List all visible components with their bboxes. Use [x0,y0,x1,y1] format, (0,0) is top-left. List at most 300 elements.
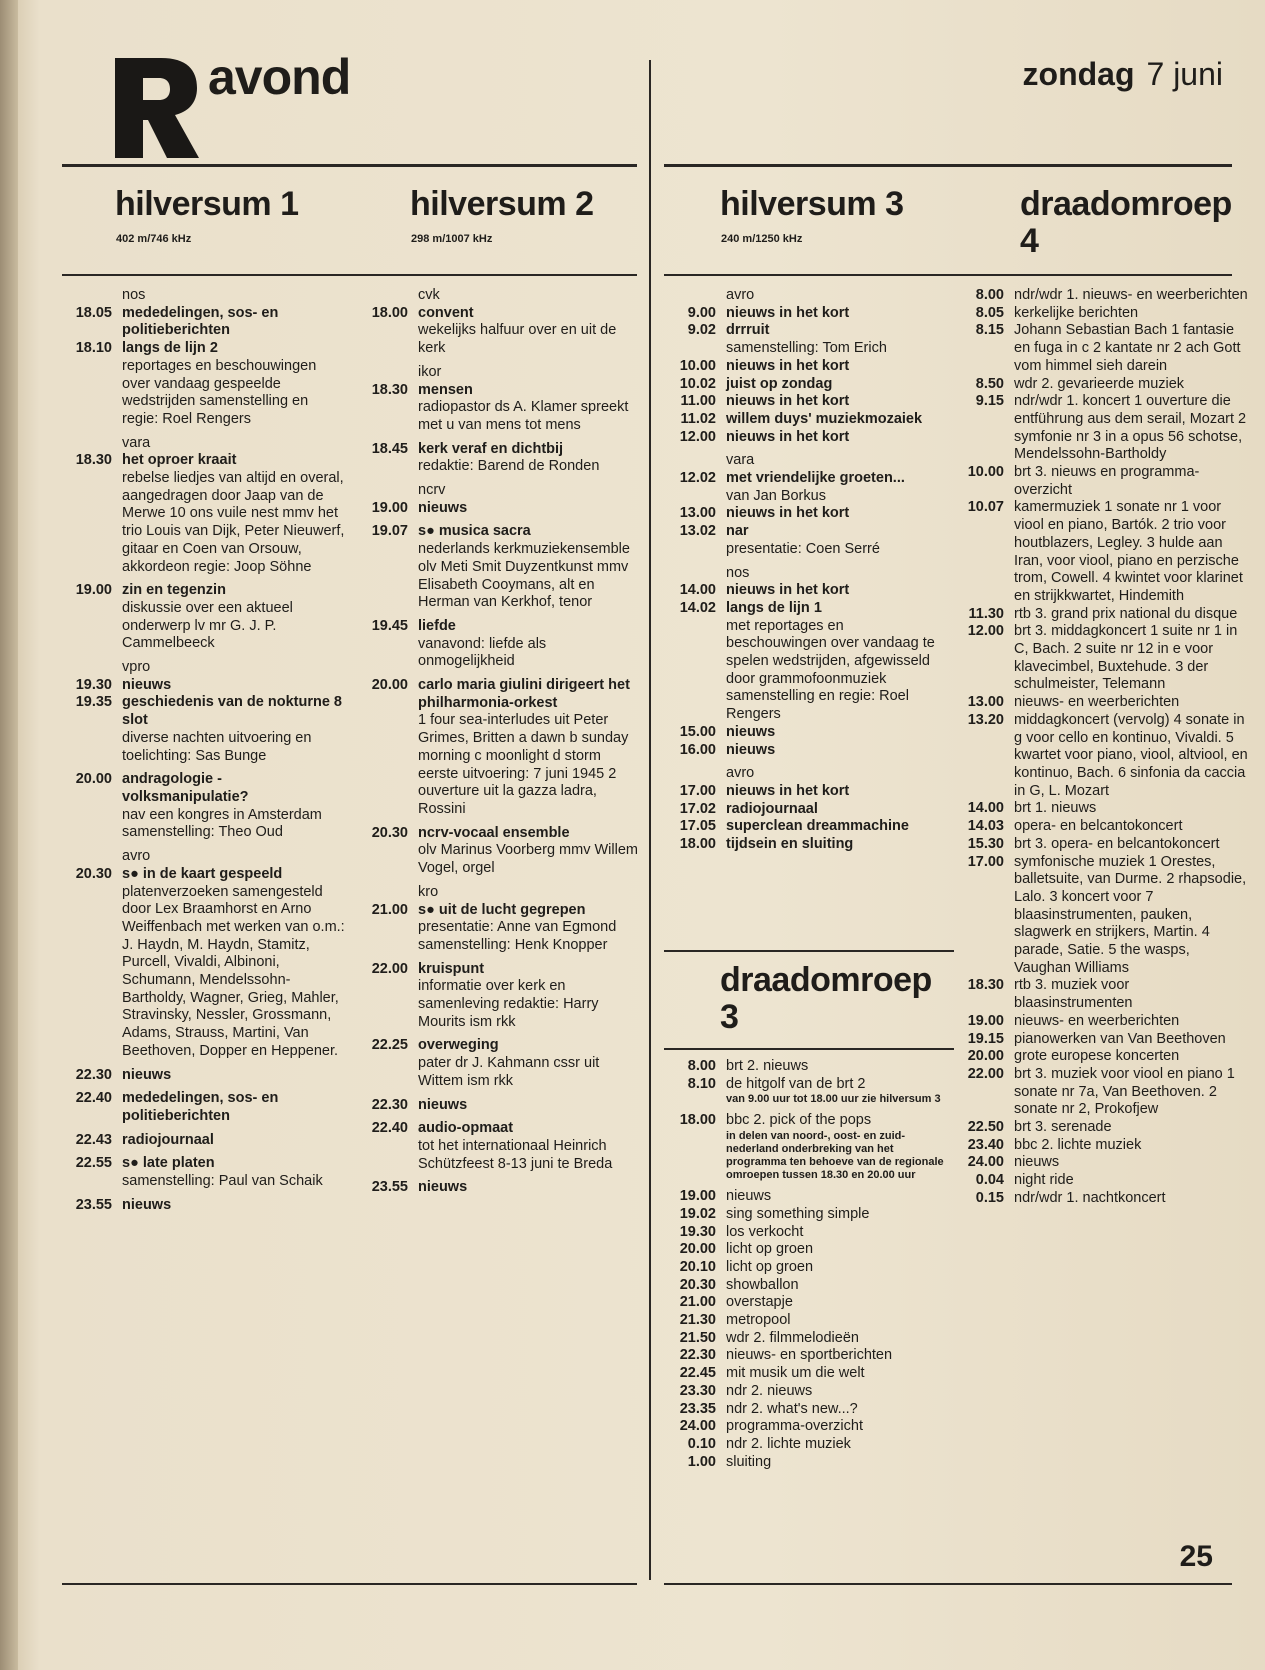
program-time: 19.35 [75,694,112,711]
program-description: tot het internationaal Heinrich Schützfeest 8-13 juni te Breda [418,1137,613,1172]
program-time: 20.30 [371,824,408,841]
program-time: 23.30 [679,1382,716,1399]
station-draadomroep-3: draadomroep 3 [720,961,932,1037]
program-entry [948,393,1248,464]
program-title: nieuws in het kort [726,304,850,321]
program-time: 8.00 [687,1058,716,1074]
program-title: drrruit [726,322,770,339]
program-time: 17.00 [679,782,716,799]
program-time: 21.50 [679,1329,716,1346]
program-time: 14.00 [679,582,716,599]
program-entry [56,659,346,677]
program-time: 9.02 [687,322,716,339]
program-description: wdr 2. gevarieerde muziek [1014,375,1185,392]
rule-top-left [62,164,637,167]
program-description: opera- en belcantokoncert [1014,818,1183,835]
program-time: 14.03 [967,818,1004,835]
program-text [1014,623,1248,694]
program-time: 22.30 [679,1347,716,1364]
program-entry [352,482,642,500]
program-time: 0.04 [975,1172,1004,1189]
program-time [352,364,418,382]
program-time: 17.05 [679,818,716,835]
program-time: 18.00 [371,304,408,321]
program-description: vara [726,452,755,469]
program-entry [948,287,1248,305]
program-text [1014,977,1248,1012]
program-description: night ride [1014,1172,1074,1189]
program-text [726,1383,950,1401]
program-text [726,836,940,854]
program-time: 21.30 [679,1312,716,1329]
program-title: kruispunt [418,960,485,977]
program-title: juist op zondag [726,375,833,392]
program-entry [660,1188,950,1206]
program-text [726,818,940,836]
program-entry [660,376,940,394]
program-entry [352,523,642,612]
program-time: 13.00 [967,694,1004,711]
program-time: 18.30 [75,452,112,469]
program-title: liefde [418,617,456,634]
program-time: 9.00 [687,304,716,321]
program-text [122,435,346,453]
program-description: symfonische muziek 1 Orestes, balletsuite, van Durme. 2 rhapsodie, Lalo. 3 koncert voor 7 blaasinstrumenten, pauken, slagwerk en strijkers, Martin. 4 parade, Satie. 5 the wasps, Vaughan Williams [1014,853,1247,976]
program-title: nar [726,523,749,540]
program-entry [948,1172,1248,1190]
program-text [726,322,940,357]
program-entry [56,1132,346,1150]
program-text [726,600,940,724]
program-time: 18.10 [75,340,112,357]
program-time: 23.55 [371,1179,408,1196]
program-title: nieuws in het kort [726,582,850,599]
program-description: middagkoncert (vervolg) 4 sonate in g voor cello en kontinuo, Vivaldi. 5 kwartet voor piano, viool, altviool, en kontinuo, Bach. 6 sinfonia da caccia in G, L. Mozart [1014,711,1248,799]
program-entry [660,1347,950,1365]
program-time: 22.40 [75,1090,112,1107]
program-description: vpro [122,659,151,676]
program-entry [948,1048,1248,1066]
program-time: 15.00 [679,723,716,740]
program-time: 19.02 [679,1205,716,1222]
rule-top-right [664,164,1232,167]
program-description: rtb 3. muziek voor blaasinstrumenten [1014,977,1133,1012]
program-entry [56,677,346,695]
program-time: 22.55 [75,1155,112,1172]
program-text [418,884,642,902]
program-title: met vriendelijke groeten... [726,470,905,487]
program-time: 24.00 [679,1418,716,1435]
program-text [726,358,940,376]
program-entry [660,305,940,323]
program-title: nieuws [122,1066,172,1083]
program-entry [56,340,346,429]
program-text [726,742,940,760]
program-description: platenverzoeken samengesteld door Lex Braamhorst en Arno Weiffenbach met werken van o.m.: J. Haydn, M. Haydn, Stamitz, Purcell, Vivaldi, Albinoni, Schumann, Mendelssohn-Bartholdy, Wagner, Grieg, Mahler, Stravinsky, Nessler, Grossmann, Adams, Strauss, Martini, Van Beethoven, Dopper en Heppener. [122,883,345,1059]
program-description: samenstelling: Paul van Schaik [122,1173,323,1190]
program-time: 19.07 [371,523,408,540]
program-text [1014,322,1248,375]
program-description: olv Marinus Voorberg mmv Willem Vogel, orgel [418,842,638,877]
program-entry [56,1067,346,1085]
program-title: mensen [418,381,473,398]
program-entry [56,694,346,765]
program-description: overstapje [726,1294,793,1311]
program-description: diskussie over een aktueel onderwerp lv mr G. J. P. Cammelbeeck [122,599,293,652]
station-hilversum-1: hilversum 1 [115,185,299,223]
program-text [418,902,642,955]
program-entry [660,322,940,357]
program-entry [660,765,940,783]
program-entry [660,429,940,447]
program-time: 0.10 [687,1435,716,1452]
program-description: redaktie: Barend de Ronden [418,458,600,475]
program-description: mit musik um die welt [726,1365,865,1382]
program-entry [56,435,346,453]
program-entry [948,305,1248,323]
program-time: 23.35 [679,1400,716,1417]
program-entry [660,783,940,801]
program-description: brt 2. nieuws [726,1058,809,1074]
program-time: 12.00 [679,428,716,445]
program-entry [56,848,346,866]
program-text [726,411,940,429]
program-text [1014,1119,1248,1137]
center-divider [649,60,651,1580]
program-time: 8.05 [975,304,1004,321]
program-title: s● musica sacra [418,523,531,540]
program-time [352,287,418,305]
section-title: avond [208,49,351,105]
program-text [726,505,940,523]
program-title: superclean dreammachine [726,818,909,835]
program-text [726,1436,950,1454]
program-entry [352,441,642,476]
program-time: 18.00 [679,1112,716,1129]
program-entry [660,818,940,836]
program-entry [352,287,642,305]
program-time: 18.45 [371,440,408,457]
program-text [1014,836,1248,854]
program-text [726,565,940,583]
program-text [122,582,346,653]
program-title: radiojournaal [726,800,818,817]
program-entry [660,582,940,600]
program-time: 18.30 [967,977,1004,994]
program-text [726,1224,950,1242]
program-entry [352,825,642,878]
program-text [122,771,346,842]
program-entry [660,523,940,558]
program-entry [660,411,940,429]
program-text [1014,1172,1248,1190]
program-text [122,848,346,866]
program-entry [948,623,1248,694]
freq-hilversum-3: 240 m/1250 kHz [721,233,803,245]
program-text [418,523,642,612]
program-note: van 9.00 uur tot 18.00 uur zie hilversum 3 [726,1093,941,1106]
program-description: avro [726,765,755,782]
program-text [122,1197,346,1215]
column-draadomroep-4 [948,287,1248,1208]
column-draadomroep-3 [660,1058,950,1471]
program-time: 22.43 [75,1131,112,1148]
program-entry [660,1294,950,1312]
program-entry [660,600,940,724]
program-time: 18.00 [679,836,716,853]
program-title: nieuws in het kort [726,393,850,410]
program-entry [352,677,642,819]
program-time: 22.50 [967,1119,1004,1136]
program-text [1014,464,1248,499]
program-time: 1.00 [687,1453,716,1470]
program-text [1014,694,1248,712]
program-text [726,1312,950,1330]
program-time: 10.00 [679,357,716,374]
program-entry [660,1418,950,1436]
program-entry [660,801,940,819]
program-time [352,884,418,902]
program-title: nieuws in het kort [726,505,850,522]
program-text [418,382,642,435]
program-entry [948,694,1248,712]
program-time: 11.00 [680,393,716,410]
program-description: rebelse liedjes van altijd en overal, aangedragen door Jaap van de Merwe 10 ons vuile nest mmv het trio Louis van Dijk, Peter Nieuwerf, gitaar en Coen van Orsouw, akkordeon regie: Joop Söhne [122,470,345,575]
program-text [726,1188,950,1206]
program-text [726,582,940,600]
program-text [418,287,642,305]
program-text [418,961,642,1032]
program-entry [948,322,1248,375]
program-time: 11.30 [968,605,1004,622]
program-description: met reportages en beschouwingen over vandaag te spelen wedstrijden, afgewisseld door grammofoonmuziek samenstelling en regie: Roel Rengers [726,617,935,723]
program-time: 20.10 [679,1258,716,1275]
program-description: nos [122,287,146,303]
program-time: 18.05 [75,304,112,321]
program-time: 20.00 [967,1048,1004,1065]
program-text [418,618,642,671]
program-text [1014,854,1248,978]
program-text [1014,393,1248,464]
program-text [122,677,346,695]
program-entry [660,836,940,854]
program-entry [660,1454,950,1472]
program-entry [660,1112,950,1182]
program-text [418,677,642,819]
program-text [726,1241,950,1259]
program-entry [660,1241,950,1259]
program-time: 19.00 [75,582,112,599]
program-entry [948,800,1248,818]
program-entry [352,305,642,358]
program-description: nav een kongres in Amsterdam samenstelling: Theo Oud [122,806,322,841]
program-entry [352,1097,642,1115]
program-entry [660,1365,950,1383]
column-hilversum-2 [352,287,642,1197]
program-time: 21.00 [371,901,408,918]
program-text [1014,800,1248,818]
program-description: bbc 2. lichte muziek [1014,1136,1142,1153]
program-text [1014,499,1248,605]
program-time [56,848,122,866]
program-description: ndr 2. lichte muziek [726,1435,851,1452]
program-description: metropool [726,1312,791,1329]
program-entry [352,500,642,518]
program-time: 13.02 [679,523,716,540]
rule-draadomroep-3-bottom [664,1048,954,1050]
program-description: avro [726,287,755,303]
program-entry [660,1224,950,1242]
program-entry [660,452,940,470]
program-description: Johann Sebastian Bach 1 fantasie en fuga in c 2 kantate nr 2 ach Gott vom himmel sieh darein [1014,322,1241,374]
program-title: nieuws [122,1196,172,1213]
program-text [122,866,346,1061]
program-title: nieuws [122,676,172,693]
program-text [726,523,940,558]
program-entry [56,1197,346,1215]
program-description: presentatie: Coen Serré [726,540,880,557]
program-entry [948,376,1248,394]
program-time: 20.00 [371,677,408,694]
program-time: 16.00 [679,741,716,758]
program-entry [352,961,642,1032]
program-description: rtb 3. grand prix national du disque [1014,605,1238,622]
program-description: grote europese koncerten [1014,1048,1180,1065]
rule-bottom-right [664,1583,1232,1585]
program-text [1014,1190,1248,1208]
program-entry [948,1137,1248,1155]
program-text [122,659,346,677]
program-time: 12.00 [967,623,1004,640]
program-title: langs de lijn 2 [122,340,218,357]
program-description: kerkelijke berichten [1014,304,1139,321]
program-title: carlo maria giulini dirigeert het philharmonia-orkest [418,677,630,711]
program-entry [352,1179,642,1197]
program-description: ndr/wdr 1. koncert 1 ouverture die entführung aus dem serail, Mozart 2 symfonie nr 3 in a opus 56 schotse, Mendelssohn-Bartholdy [1014,393,1247,463]
program-text [122,287,346,305]
program-description: informatie over kerk en samenleving redaktie: Harry Mourits ism rkk [418,978,599,1030]
program-time: 22.30 [75,1066,112,1083]
program-text [726,1206,950,1224]
program-entry [660,1401,950,1419]
program-entry [948,1031,1248,1049]
program-text [418,1120,642,1173]
program-title: nieuws [418,1179,468,1196]
program-text [726,287,940,305]
program-text [418,482,642,500]
program-text [122,340,346,429]
program-text [726,1401,950,1419]
program-time: 10.07 [967,499,1004,516]
program-description: brt 1. nieuws [1014,800,1097,817]
program-description: diverse nachten uitvoering en toelichting: Sas Bunge [122,729,312,764]
program-time: 24.00 [967,1154,1004,1171]
program-description: brt 3. opera- en belcantokoncert [1014,835,1220,852]
program-text [1014,1154,1248,1172]
program-text [1014,1013,1248,1031]
program-title: zin en tegenzin [122,582,226,599]
program-description: ikor [418,363,442,380]
program-description: brt 3. middagkoncert 1 suite nr 1 in C, Bach. 2 suite nr 12 in e voor klavecimbel, Buxtehude. 3 der schulmeister, Telemann [1014,623,1238,693]
program-description: ndr/wdr 1. nieuws- en weerberichten [1014,287,1248,303]
program-text [122,1090,346,1125]
program-entry [660,393,940,411]
program-entry [660,1383,950,1401]
program-description: avro [122,848,151,865]
program-description: brt 3. serenade [1014,1119,1112,1136]
program-description: brt 3. muziek voor viool en piano 1 sonate nr 7a, Van Beethoven. 2 sonate nr 2, Prokofjew [1014,1065,1235,1118]
program-entry [352,382,642,435]
program-time: 10.00 [967,464,1004,481]
freq-hilversum-1: 402 m/746 kHz [116,233,192,245]
program-description: nieuws [726,1188,772,1205]
program-title: nieuws [418,499,468,516]
program-description: bbc 2. pick of the pops [726,1112,872,1129]
program-title: nieuws [726,741,776,758]
program-text [1014,606,1248,624]
program-text [418,1097,642,1115]
program-entry [352,1037,642,1090]
program-time: 19.45 [371,617,408,634]
program-text [122,1067,346,1085]
program-title: kerk veraf en dichtbij [418,440,564,457]
program-description: nederlands kerkmuziekensemble olv Meti Smit Duyzentkunst mmv Elisabeth Cooymans, alt en Herman van Kerkhof, tenor [418,541,630,611]
program-time: 22.00 [371,960,408,977]
program-text [418,825,642,878]
program-note: in delen van noord-, oost- en zuid-nederland onderbreking van het programma ten behoeve van de regionale omroepen tussen 18.30 en 20.00 uur [726,1130,944,1182]
program-title: s● uit de lucht gegrepen [418,901,586,918]
program-time: 22.25 [371,1037,408,1054]
program-text [418,364,642,382]
program-time [56,287,122,305]
program-text [122,1155,346,1190]
program-text [726,765,940,783]
program-title: s● late platen [122,1155,215,1172]
program-title: mededelingen, sos- en politieberichten [122,1090,279,1124]
program-entry [660,287,940,305]
program-time [660,287,726,305]
program-text [726,1418,950,1436]
column-hilversum-3 [660,287,940,854]
program-time: 8.50 [975,375,1004,392]
program-text [726,1365,950,1383]
program-entry [660,1330,950,1348]
rule-bottom-left [62,1583,637,1585]
program-description: cvk [418,287,440,303]
program-description: ndr/wdr 1. nachtkoncert [1014,1189,1166,1206]
program-time [660,452,726,470]
program-entry [56,582,346,653]
program-description: de hitgolf van de brt 2 [726,1075,866,1092]
program-description: radiopastor ds A. Klamer spreekt met u van mens tot mens [418,399,629,433]
program-description: wdr 2. filmmelodieën [726,1329,859,1346]
program-text [418,1179,642,1197]
program-title: audio-opmaat [418,1120,514,1137]
program-entry [660,1312,950,1330]
program-text [122,1132,346,1150]
day-name: zondag [1022,56,1135,92]
freq-hilversum-2: 298 m/1007 kHz [411,233,493,245]
program-entry [660,358,940,376]
program-description: licht op groen [726,1241,814,1258]
program-entry [352,618,642,671]
program-time: 10.02 [679,375,716,392]
program-description: kamermuziek 1 sonate nr 1 voor viool en piano, Bartók. 2 trio voor houtblazers, Legley. 3 hulde aan Iran, voor viool, piano en perzische trom, Cowell. 4 kwintet voor klarinet en strijkkwartet, Hindemith [1014,499,1243,604]
program-title: nieuws in het kort [726,357,850,374]
program-description: licht op groen [726,1258,814,1275]
program-entry [948,499,1248,605]
program-description: sing something simple [726,1205,870,1222]
